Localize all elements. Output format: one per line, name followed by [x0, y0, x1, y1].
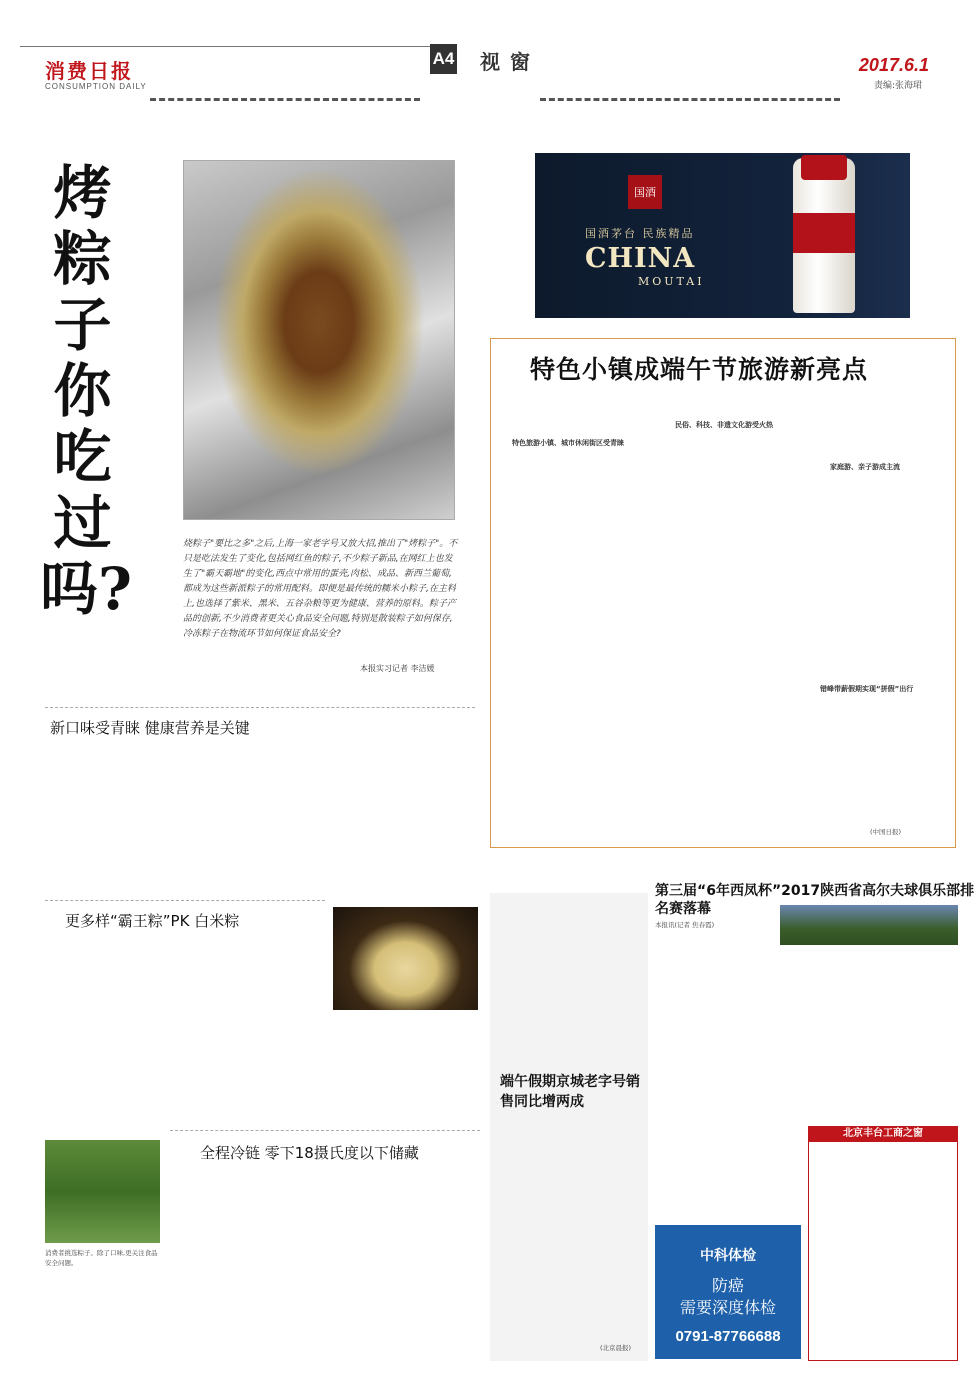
- newspaper-logo: 消费日报: [45, 59, 133, 83]
- beijing-notice-title: 北京丰台工商之窗: [808, 1126, 958, 1142]
- checkup-phone: 0791-87766688: [675, 1328, 781, 1345]
- section-rule: [45, 900, 325, 901]
- zongzi-photo-2: [333, 907, 478, 1010]
- text-column: [172, 950, 322, 1125]
- town-subhead-3: 家庭游、亲子游成主流: [830, 463, 900, 471]
- text-column: [333, 1015, 478, 1125]
- shaanxi-golf-title: 第三届“6年西凤杯”2017陕西省高尔夫球俱乐部排名赛落幕: [655, 883, 975, 917]
- feature-reporter: 本报实习记者 李洁媛: [360, 664, 435, 673]
- header-rule-right: [540, 98, 840, 101]
- page-editor: 责编:张海珺: [873, 81, 922, 91]
- golf-team-photo: [780, 905, 958, 945]
- text-column: [45, 950, 165, 1125]
- header-rule-left: [150, 98, 420, 101]
- text-column: [333, 1185, 478, 1360]
- zongzi-photo-3: [45, 1140, 160, 1243]
- section3-title: 全程冷链 零下18摄氏度以下储藏: [200, 1144, 419, 1162]
- checkup-advertisement: [655, 1225, 801, 1359]
- moutai-seal-icon: 国酒: [628, 175, 662, 209]
- hsr-source: (北京晨报): [600, 1344, 632, 1352]
- town-article-title: 特色小镇成端午节旅游新亮点: [530, 355, 869, 384]
- shaanxi-byline: 本报讯(记者 焦春霞): [655, 921, 715, 929]
- newspaper-logo-en: CONSUMPTION DAILY: [45, 82, 147, 91]
- moutai-slogan: 国酒茅台 民族精品: [585, 227, 695, 240]
- text-column: [45, 1275, 160, 1360]
- moutai-bottle-cap-icon: [801, 155, 847, 180]
- section1-title: 新口味受青睐 健康营养是关键: [50, 719, 250, 737]
- section-rule: [170, 1130, 480, 1131]
- text-column: [188, 757, 318, 882]
- town-subhead-4: 错峰带薪假期实现“拼假”出行: [820, 685, 914, 693]
- hsr-article-title: 端午假期京城老字号销售同比增两成: [500, 1074, 640, 1110]
- text-column: [808, 950, 958, 1120]
- checkup-brand: 中科体检: [700, 1248, 756, 1264]
- feature-caption: 烧粽子"要比之多"之后,上海一家老字号又放大招,推出了"烤粽子"。不只是吃法发生了变化,包括网红鱼的粽子,不少粽子新品,在网红上也发生了"霸天霸地"的变化,西点中常用的蛋壳,肉松、成品、新西兰葡萄,都成为这些新派粽子的常用配料。即便是最传统的糯米小粽子,在主料上,也选择了紫米、黑米、五谷杂粮等更为健康、营养的原料。粽子产品的创新,不少消费者更关心食品安全问题,特别是散装粽子如何保存,冷冻粽子在物流环节如何保证食品安全?: [183, 539, 458, 639]
- photo3-caption: 消费者挑选粽子。除了口味,更关注食品安全问题。: [45, 1249, 158, 1267]
- text-column: [172, 1185, 322, 1360]
- text-column: [45, 757, 175, 882]
- text-column: [500, 905, 640, 1065]
- town-subhead-1: 特色旅游小镇、城市休闲街区受青睐: [512, 439, 624, 447]
- checkup-line1: 防癌: [711, 1276, 744, 1295]
- issue-date: 2017.6.1: [858, 55, 929, 75]
- feature-vertical-title: 烤粽子 你吃过吗?: [40, 159, 132, 623]
- text-column: [500, 1120, 640, 1345]
- moutai-bottle-label-icon: [793, 213, 855, 253]
- checkup-line2: 需要深度体检: [679, 1298, 776, 1317]
- header-top-rule: [20, 46, 430, 47]
- masthead: [45, 55, 147, 91]
- moutai-brand: CHINA: [585, 243, 696, 274]
- section-name: 视窗: [480, 50, 540, 74]
- page-number-badge: A4: [430, 44, 457, 74]
- moutai-brand-sub: MOUTAI: [638, 275, 705, 288]
- town-source: (中国日报): [870, 828, 902, 836]
- text-column: [510, 400, 650, 840]
- text-column: [657, 400, 797, 840]
- text-column: [655, 935, 795, 1220]
- text-column: [812, 1148, 954, 1356]
- roasted-zongzi-photo: [183, 160, 455, 520]
- section-rule: [45, 707, 475, 708]
- town-subhead-2: 民俗、科技、非遗文化游受火热: [675, 421, 773, 429]
- section2-title: 更多样“霸王粽”PK 白米粽: [65, 912, 240, 930]
- text-column: [333, 712, 473, 880]
- moutai-advertisement: [535, 153, 910, 318]
